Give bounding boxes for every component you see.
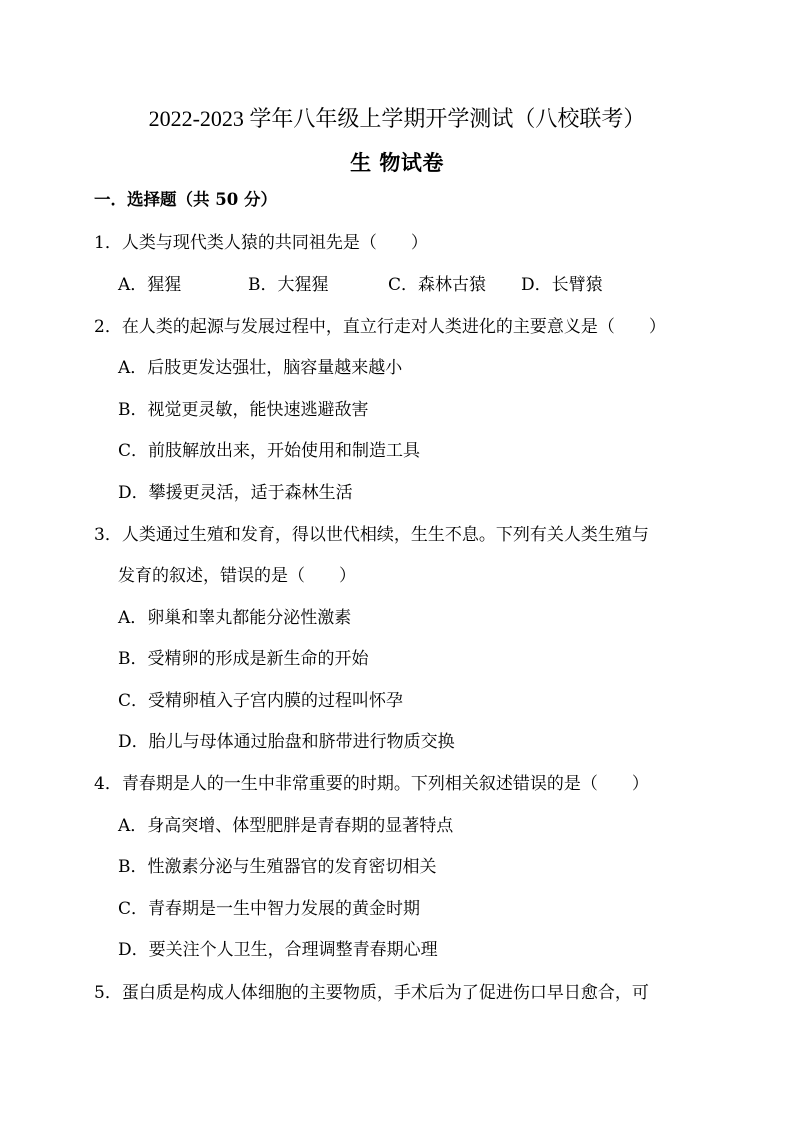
page-subtitle: 生 物试卷 <box>350 150 444 175</box>
question-1-option-b: B．大猩猩 <box>248 275 329 295</box>
question-2-stem: 2．在人类的起源与发展过程中，直立行走对人类进化的主要意义是（ ） <box>94 317 666 337</box>
question-3-option-a: A．卵巢和睾丸都能分泌性激素 <box>118 608 352 628</box>
question-3-stem: 3．人类通过生殖和发育，得以世代相续，生生不息。下列有关人类生殖与 <box>94 525 649 545</box>
question-3-option-d: D．胎儿与母体通过胎盘和脐带进行物质交换 <box>118 732 455 752</box>
question-1-option-c: C．森林古猿 <box>388 275 487 295</box>
question-4-option-b: B．性激素分泌与生殖器官的发育密切相关 <box>118 857 437 877</box>
question-2-option-a: A．后肢更发达强壮，脑容量越来越小 <box>118 358 403 378</box>
question-3-option-b: B．受精卵的形成是新生命的开始 <box>118 649 369 669</box>
question-1-option-a: A．猩猩 <box>118 275 182 295</box>
question-4-stem: 4．青春期是人的一生中非常重要的时期。下列相关叙述错误的是（ ） <box>94 774 649 794</box>
question-4-option-a: A．身高突增、体型肥胖是青春期的显著特点 <box>118 816 454 836</box>
question-1-stem: 1．人类与现代类人猿的共同祖先是（ ） <box>94 233 428 253</box>
question-4-option-c: C．青春期是一生中智力发展的黄金时期 <box>118 899 421 919</box>
question-2-option-c: C．前肢解放出来，开始使用和制造工具 <box>118 441 421 461</box>
question-2-option-b: B．视觉更灵敏，能快速逃避敌害 <box>118 400 369 420</box>
question-3-stem-continued: 发育的叙述，错误的是（ ） <box>118 566 356 586</box>
question-3-option-c: C．受精卵植入子宫内膜的过程叫怀孕 <box>118 691 404 711</box>
question-5-stem: 5．蛋白质是构成人体细胞的主要物质，手术后为了促进伤口早日愈合，可 <box>94 983 649 1003</box>
question-2-option-d: D．攀援更灵活，适于森林生活 <box>118 483 353 503</box>
question-1-options <box>0 273 794 297</box>
question-4-option-d: D．要关注个人卫生，合理调整青春期心理 <box>118 940 438 960</box>
question-1-option-d: D．长臂猿 <box>521 275 603 295</box>
section-heading: 一．选择题（共 50 分） <box>94 190 277 209</box>
page-title: 2022-2023 学年八年级上学期开学测试（八校联考） <box>148 106 646 131</box>
